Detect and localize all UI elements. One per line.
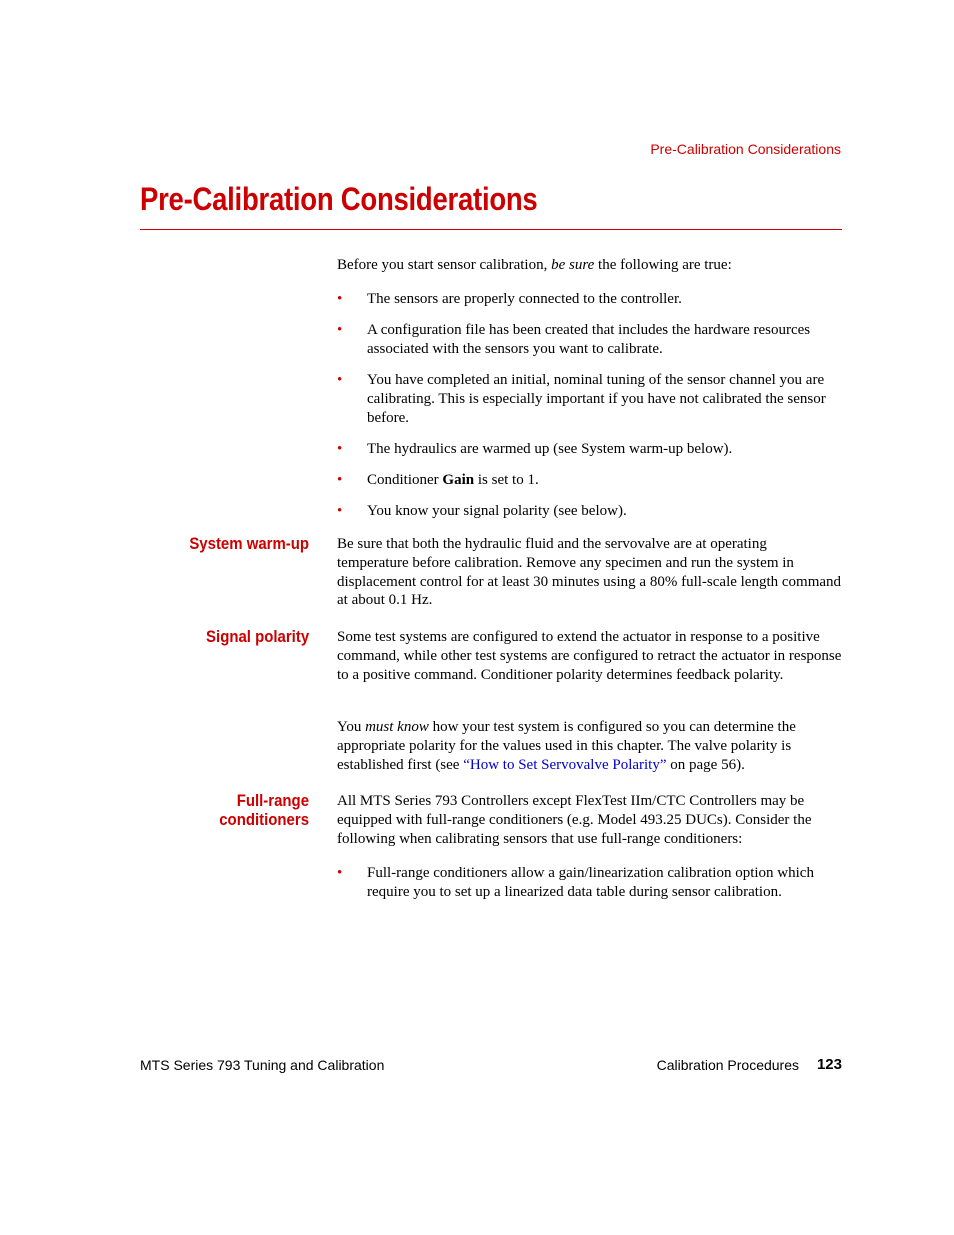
must-know-emphasis: must know xyxy=(365,719,429,735)
list-item: • A configuration file has been created that includes the hardware resources associated with the sensors you want to calibrate. xyxy=(337,322,811,357)
title-rule xyxy=(140,229,842,230)
page-title: Pre-Calibration Considerations xyxy=(140,181,538,217)
fullrange-paragraph: All MTS Series 793 Controllers except FlexTest IIm/CTC Controllers may be equipped with full-range conditioners (e.g. Model 493.25 DUCs). Consider the following when calibrating sensors that use full-range conditioners: xyxy=(337,793,812,847)
intro-paragraph: Before you start sensor calibration, be sure the following are true: xyxy=(337,257,732,273)
bullet-marker: • xyxy=(337,322,343,338)
bullet-marker: • xyxy=(337,503,343,519)
section-heading-system-warm-up: System warm-up xyxy=(189,534,309,553)
list-item: • Full-range conditioners allow a gain/linearization calibration option which require you to set up a linearized data table during sensor calibration. xyxy=(337,865,814,900)
gain-term: Gain xyxy=(442,472,475,488)
footer-document-title: MTS Series 793 Tuning and Calibration xyxy=(140,1057,385,1073)
section-heading-full-range-conditioners: Full-range conditioners xyxy=(219,791,309,829)
bullet-marker: • xyxy=(337,291,343,307)
list-item: • The hydraulics are warmed up (see System warm-up below). xyxy=(337,441,733,457)
polarity-paragraph-1: Some test systems are configured to extend the actuator in response to a positive command, while other test systems are configured to retract the actuator in response to a positive command. Conditioner polarity determines feedback polarity. xyxy=(337,629,842,683)
intro-emphasis: be sure xyxy=(551,257,595,273)
servovalve-polarity-link[interactable]: “How to Set Servovalve Polarity” xyxy=(463,756,667,773)
section-heading-signal-polarity: Signal polarity xyxy=(205,627,309,646)
bullet-marker: • xyxy=(337,472,343,488)
warmup-paragraph: Be sure that both the hydraulic fluid and the servovalve are at operating temperature before calibration. Remove any specimen and run the system in displacement control for at least 30 minutes using a 80% full-scale length command at about 0.1 Hz. xyxy=(337,536,842,609)
list-item: • You have completed an initial, nominal tuning of the sensor channel you are calibrating. This is especially important if you have not calibrated the sensor before. xyxy=(337,372,826,426)
footer-chapter-title: Calibration Procedures xyxy=(656,1057,799,1073)
bullet-marker: • xyxy=(337,441,343,457)
polarity-paragraph-2: You must know how your test system is configured so you can determine the appropriate polarity for the values used in this chapter. The valve polarity is established first (see “How to Set Servovalve Polarity” on page 56). xyxy=(337,719,796,773)
bullet-marker: • xyxy=(337,372,343,388)
page-number: 123 xyxy=(816,1056,842,1073)
list-item: • You know your signal polarity (see below). xyxy=(337,503,627,519)
bullet-marker: • xyxy=(337,865,343,881)
running-head: Pre-Calibration Considerations xyxy=(650,141,841,157)
list-item: • The sensors are properly connected to the controller. xyxy=(337,291,682,307)
list-item: • Conditioner Gain is set to 1. xyxy=(337,472,539,488)
